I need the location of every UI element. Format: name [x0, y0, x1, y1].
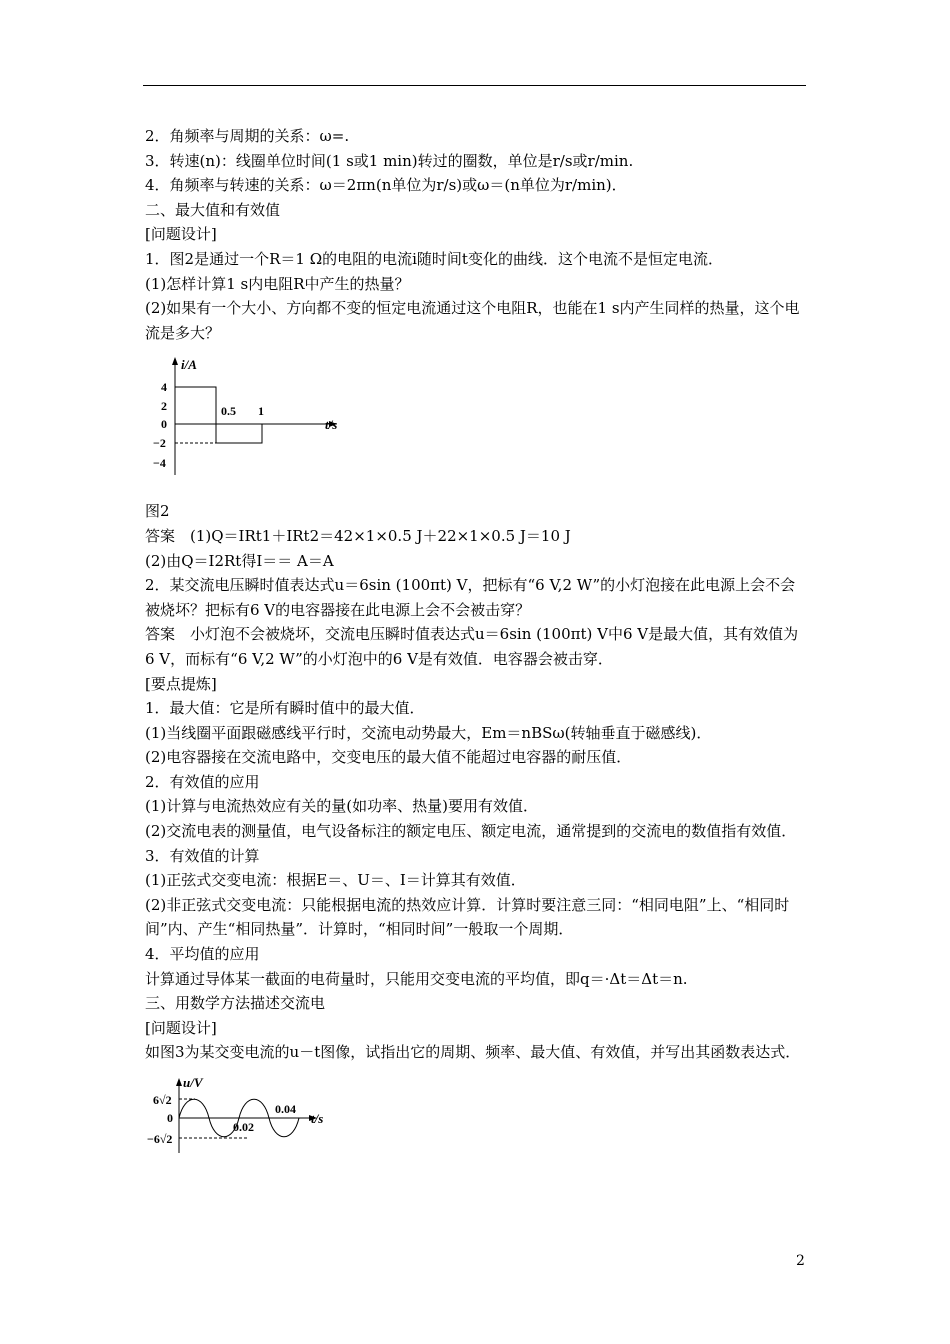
text-line: 3．有效值的计算	[145, 846, 260, 865]
x-tick-label: 0.5	[221, 404, 236, 419]
text-line: 4．角频率与转速的关系：ω＝2πn(n单位为r/s)或ω＝(n单位为r/min)．	[145, 176, 627, 195]
text-line: (2)电容器接在交流电路中，交变电压的最大值不能超过电容器的耐压值．	[145, 748, 632, 767]
x-axis-label: t/s	[311, 1111, 324, 1126]
text-line: (2)如果有一个大小、方向都不变的恒定电流通过这个电阻R，也能在1 s内产生同样的热量，这个电流是多大？	[145, 299, 800, 342]
text-line: 2．角频率与周期的关系：ω=.	[145, 127, 350, 145]
x-tick-label: 0.02	[233, 1120, 254, 1134]
text-line: 2．某交流电压瞬时值表达式u＝6sin (100πt) V，把标有“6 V,2 W”的小灯泡接在此电源上会不会被烧坏？把标有6 V的电容器接在此电源上会不会被击穿？	[145, 576, 796, 619]
voltage-time-graph	[145, 1075, 335, 1153]
text-line: 4．平均值的应用	[145, 945, 260, 964]
text-line: 2．有效值的应用	[145, 772, 260, 791]
x-tick-label: 1	[258, 404, 264, 419]
text-line: 计算通过导体某一截面的电荷量时，只能用交变电流的平均值，即q＝·Δt＝Δt＝n.	[145, 969, 688, 988]
text-line: (1)正弦式交变电流：根据E＝、U＝、I＝计算其有效值．	[145, 871, 526, 890]
document-body	[145, 124, 807, 1153]
text-line: 如图3为某交变电流的u－t图像，试指出它的周期、频率、最大值、有效值，并写出其函数表达式．	[145, 1043, 801, 1062]
x-axis-label: t/s	[325, 417, 338, 433]
y-tick-label: −2	[153, 436, 166, 451]
page-number: 2	[796, 1253, 805, 1269]
y-axis-label: i/A	[181, 357, 197, 373]
section-heading: 三、用数学方法描述交流电	[145, 994, 326, 1013]
text-line: (1)计算与电流热效应有关的量(如功率、热量)要用有效值．	[145, 797, 538, 816]
y-tick-label: 6√2	[153, 1093, 172, 1107]
header-rule	[143, 85, 806, 86]
y-tick-label: 4	[161, 380, 167, 395]
y-tick-label: 0	[161, 417, 167, 432]
figure-caption: 图2	[145, 502, 170, 521]
y-tick-label: 0	[167, 1111, 173, 1125]
current-waveform	[175, 387, 262, 443]
x-tick-label: 0.04	[275, 1102, 296, 1116]
subsection-label: [问题设计]	[145, 1018, 217, 1037]
y-tick-label: 2	[161, 399, 167, 414]
y-axis-arrow	[172, 357, 178, 365]
subsection-label: [问题设计]	[145, 225, 217, 244]
y-tick-label: −6√2	[147, 1132, 173, 1146]
y-axis-label: u/V	[183, 1075, 203, 1090]
text-line: (1)当线圈平面跟磁感线平行时，交流电动势最大，Em＝nBSω(转轴垂直于磁感线)．	[145, 723, 712, 742]
text-line: (2)非正弦式交变电流：只能根据电流的热效应计算．计算时要注意三同：“相同电阻”上、“相同时间”内、产生“相同热量”．计算时，“相同时间”一般取一个周期．	[145, 895, 790, 939]
text-line: 3．转速(n)：线圈单位时间(1 s或1 min)转过的圈数，单位是r/s或r/min.	[145, 151, 634, 170]
text-line: 1．最大值：它是所有瞬时值中的最大值．	[145, 699, 425, 718]
current-time-graph	[145, 357, 345, 479]
text-line: 答案 小灯泡不会被烧坏，交流电压瞬时值表达式u＝6sin (100πt) V中6 V是最大值，其有效值为6 V，而标有“6 V,2 W”的小灯泡中的6 V是有效值．电容器会被击穿．	[145, 625, 799, 668]
text-line: 1．图2是通过一个R＝1 Ω的电阻的电流i随时间t变化的曲线．这个电流不是恒定电流．	[145, 249, 723, 268]
text-line: (2)交流电表的测量值，电气设备标注的额定电压、额定电流，通常提到的交流电的数值指有效值．	[145, 822, 797, 841]
text-line: (2)由Q＝I2Rt得I＝＝ A＝A	[145, 551, 334, 570]
section-heading: 二、最大值和有效值	[145, 200, 281, 219]
y-axis-arrow	[176, 1078, 182, 1086]
text-line: (1)怎样计算1 s内电阻R中产生的热量？	[145, 274, 410, 293]
text-line: 答案 (1)Q＝IRt1＋IRt2＝42×1×0.5 J＋22×1×0.5 J＝10 J	[145, 526, 571, 545]
subsection-label: [要点提炼]	[145, 674, 217, 693]
y-tick-label: −4	[153, 456, 166, 471]
